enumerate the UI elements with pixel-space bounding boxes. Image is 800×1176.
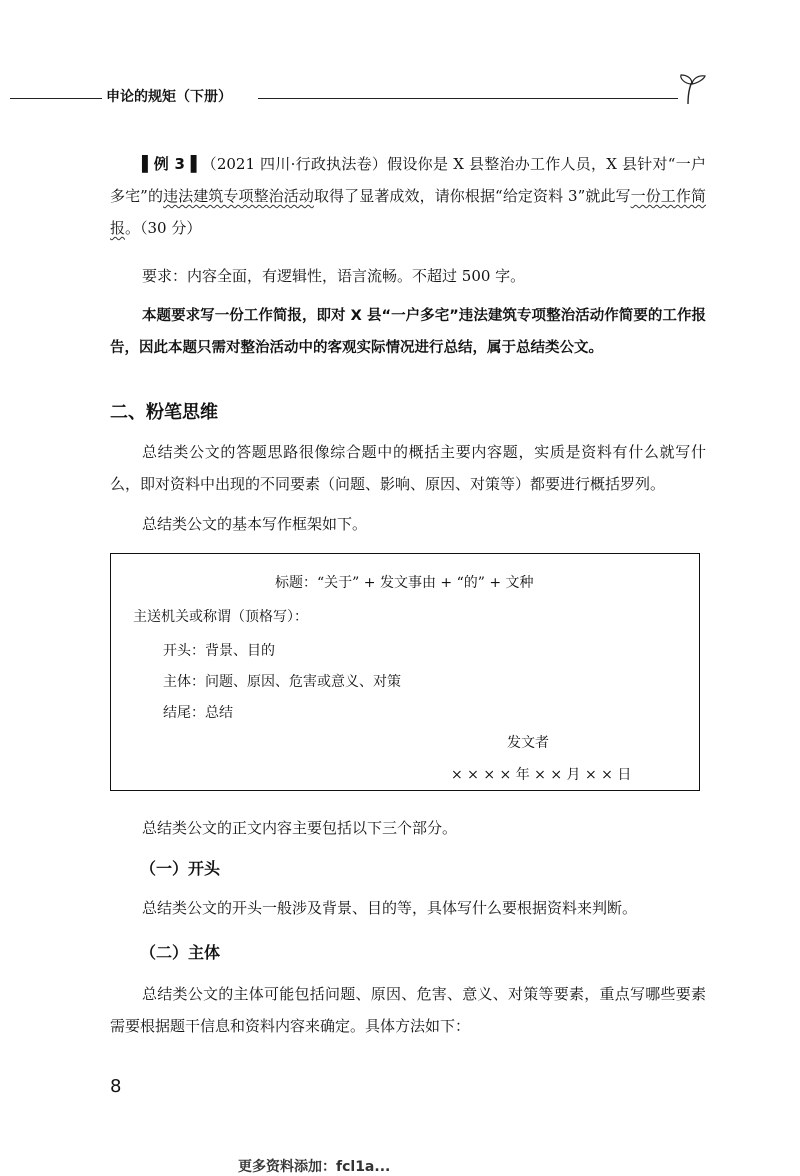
framework-date: × × × × 年 × × 月 × × 日 — [451, 767, 632, 783]
running-header — [0, 72, 800, 112]
requirement-text: 要求：内容全面，有逻辑性，语言流畅。不超过 500 字。 — [142, 267, 526, 285]
section-para-1: 总结类公文的答题思路很像综合题中的概括主要内容题，实质是资料有什么就写什么，即对资料中出现的不同要素（问题、影响、原因、对策等）都要进行概括罗列。 — [110, 443, 706, 493]
part-one-text: 总结类公文的开头一般涉及背景、目的等，具体写什么要根据资料来判断。 — [142, 899, 638, 917]
framework-recipient: 主送机关或称谓（顶格写）： — [133, 609, 308, 625]
example-text-b: 违法建筑专项整治活动 — [163, 187, 314, 205]
example-text-a: （2021 四川·行政执法卷）假设你是 X 县整治办工作人员，X 县针对“一户多宅”的 — [110, 155, 706, 205]
example-text-e: 。（30 分） — [125, 219, 202, 237]
example-text-d: 一份工作简报 — [110, 187, 706, 237]
parts-intro: 总结类公文的正文内容主要包括以下三个部分。 — [142, 819, 458, 837]
footer-watermark-text: 更多资料添加：fcl1a... — [238, 1159, 391, 1175]
running-header-title: 申论的规矩（下册） — [106, 89, 232, 105]
framework-issuer: 发文者 — [507, 735, 549, 751]
header-rule-right — [258, 98, 678, 99]
framework-body: 主体：问题、原因、危害或意义、对策 — [163, 674, 401, 690]
example-paragraph — [110, 148, 706, 244]
section-heading: 二、粉笔思维 — [110, 402, 218, 423]
framework-title-line: 标题：“关于” + 发文事由 + “的” + 文种 — [275, 575, 534, 591]
part-two-heading: （二）主体 — [140, 943, 221, 962]
header-rule-left — [10, 98, 102, 99]
example-text-c: 取得了显著成效，请你根据“给定资料 3”就此写 — [313, 187, 631, 205]
analysis-text: 本题要求写一份工作简报，即对 X 县“一户多宅”违法建筑专项整治活动作简要的工作报告，因此本题只需对整治活动中的客观实际情况进行总结，属于总结类公文。 — [110, 308, 706, 356]
part-one-heading: （一）开头 — [140, 859, 221, 878]
section-para-2: 总结类公文的基本写作框架如下。 — [142, 515, 368, 533]
sprout-icon — [674, 74, 708, 106]
page-number: 8 — [110, 1076, 122, 1097]
framework-ending: 结尾：总结 — [163, 705, 233, 721]
framework-box — [110, 553, 700, 791]
part-two-text: 总结类公文的主体可能包括问题、原因、危害、意义、对策等要素，重点写哪些要素需要根据题干信息和资料内容来确定。具体方法如下： — [110, 985, 706, 1035]
framework-opening: 开头：背景、目的 — [163, 643, 275, 659]
example-tag: ▌例 3▐ — [142, 155, 197, 173]
